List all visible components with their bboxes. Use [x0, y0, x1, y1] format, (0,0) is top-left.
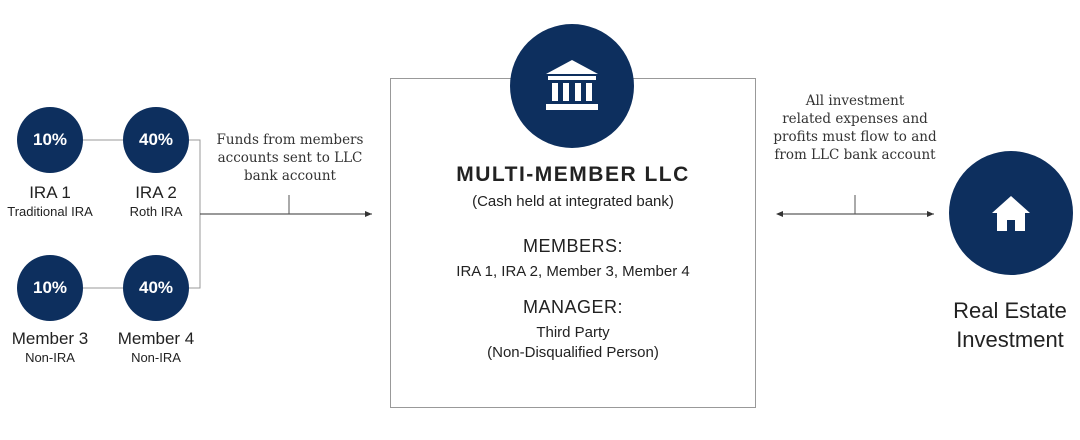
members-heading: MEMBERS:: [522, 236, 623, 256]
llc-title: MULTI-MEMBER LLC: [456, 163, 690, 186]
manager-heading: MANAGER:: [522, 297, 623, 317]
ira1-name: IRA 1: [29, 183, 71, 202]
member4-percent-circle: 40%: [123, 255, 189, 321]
ira2-name: IRA 2: [135, 183, 177, 202]
real-estate-label: Real Estate Investment: [953, 298, 1067, 352]
member4-type: Non-IRA: [131, 350, 181, 365]
ira2-type: Roth IRA: [129, 204, 183, 219]
members-list: IRA 1, IRA 2, Member 3, Member 4: [456, 263, 690, 280]
flow-note: All investment related expenses and profits must flow to and from LLC bank account: [773, 93, 937, 163]
member4-name: Member 4: [117, 329, 195, 348]
ira1-percent-circle: 10%: [17, 107, 83, 173]
house-icon: [949, 151, 1073, 275]
bracket-bottom: [188, 214, 200, 288]
funds-note: Funds from members accounts sent to LLC bank account: [216, 132, 364, 184]
ira1-type: Traditional IRA: [7, 204, 93, 219]
member3-type: Non-IRA: [25, 350, 75, 365]
ira2-percent-circle: 40%: [123, 107, 189, 173]
manager-line1: Third Party: [536, 324, 610, 341]
bank-building-icon: [510, 24, 634, 148]
member3-name: Member 3: [11, 329, 89, 348]
member3-percent-circle: 10%: [17, 255, 83, 321]
manager-line2: (Non-Disqualified Person): [487, 344, 659, 361]
llc-subtitle: (Cash held at integrated bank): [472, 193, 674, 210]
